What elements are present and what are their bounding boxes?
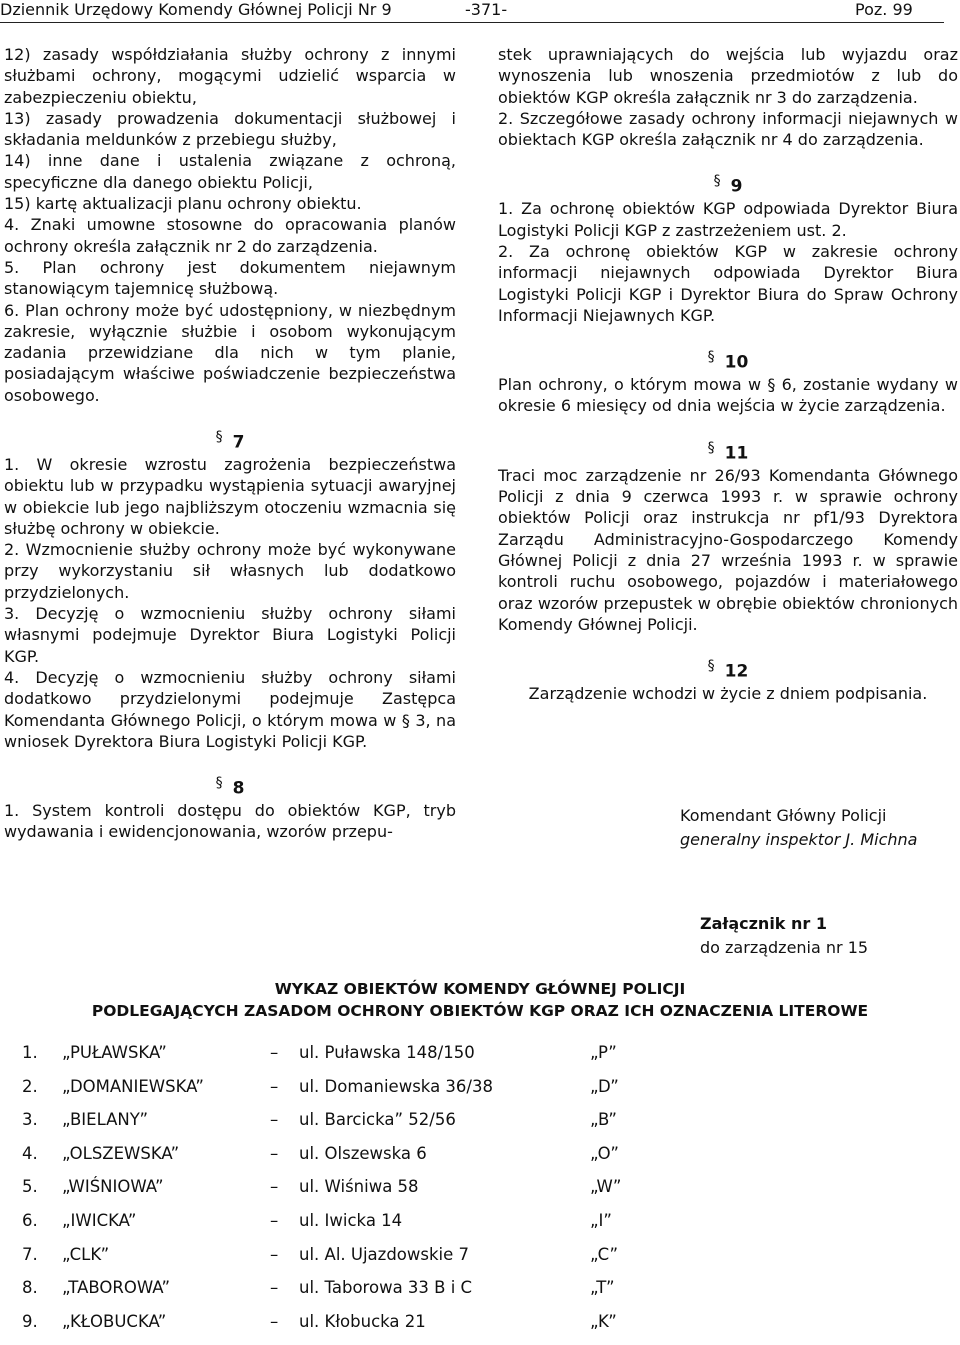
object-address: ul. Barcicka” 52/56 <box>299 1110 456 1130</box>
section-8-number: 8 <box>232 778 245 799</box>
item-13: 13) zasady prowadzenia dokumentacji służbowej i składania meldunków z przebiegu służby, <box>4 108 456 150</box>
list-title-line-1: WYKAZ OBIEKTÓW KOMENDY GŁÓWNEJ POLICJI <box>274 980 686 998</box>
object-code: „P” <box>590 1043 617 1062</box>
sec10-paragraph: Plan ochrony, o którym mowa w § 6, zostanie wydany w okresie 6 miesięcy od dnia wejścia w życie zarządzenia. <box>498 375 958 416</box>
object-address: ul. Puławska 148/150 <box>299 1043 475 1062</box>
paragraph-5: 5. Plan ochrony jest dokumentem niejawnym stanowiącym tajemnicę służbową. <box>4 257 456 299</box>
dash: – <box>270 1076 279 1096</box>
item-number: 9. <box>22 1311 38 1331</box>
dash: – <box>270 1110 279 1130</box>
section-12-heading <box>498 656 958 683</box>
object-code: „B” <box>590 1110 617 1130</box>
section-9-number: 9 <box>730 177 743 198</box>
object-code: „T” <box>590 1278 615 1298</box>
object-name: „WIŚNIOWA” <box>62 1177 164 1197</box>
object-code: „W” <box>590 1177 622 1197</box>
annex-label: Załącznik nr 1 <box>700 914 827 933</box>
sec8-paragraph-1-start: 1. System kontroli dostępu do obiektów KGP, tryb wydawania i ewidencjonowania, wzorów przepu- <box>4 801 456 842</box>
section-symbol: § <box>707 439 715 456</box>
sec7-paragraph-3: 3. Decyzję o wzmocnieniu służby ochrony siłami własnymi podejmuje Dyrektor Biura Logistyki Policji KGP. <box>4 604 456 666</box>
item-number: 5. <box>22 1177 38 1197</box>
object-address: ul. Al. Ujazdowskie 7 <box>299 1244 470 1264</box>
object-code: „C” <box>590 1244 619 1264</box>
item-number: 3. <box>22 1110 38 1130</box>
right-column <box>498 44 958 704</box>
object-name: „TABOROWA” <box>62 1278 171 1298</box>
list-item <box>22 1144 922 1178</box>
dash: – <box>270 1177 279 1197</box>
list-item <box>22 1211 922 1245</box>
paragraph-6: 6. Plan ochrony może być udostępniony, w niezbędnym zakresie, wyłącznie służbie i osobom wykonującym zadania przewidziane dla nich w tym planie, posiadającym właściwe poświadczenie bezpieczeństwa osobowego. <box>4 300 456 405</box>
object-name: „BIELANY” <box>62 1110 149 1130</box>
section-12-number: 12 <box>724 661 749 682</box>
objects-list <box>22 1043 922 1345</box>
section-9-heading <box>498 171 958 198</box>
dash: – <box>270 1244 279 1264</box>
left-column <box>4 44 456 843</box>
section-symbol: § <box>215 429 223 446</box>
list-item <box>22 1110 922 1144</box>
section-8-heading <box>4 773 456 800</box>
item-number: 8. <box>22 1278 38 1298</box>
section-symbol: § <box>707 658 715 675</box>
annex-label-block <box>700 912 868 960</box>
sec8-paragraph-1-end: stek uprawniających do wejścia lub wyjazdu oraz wynoszenia lub wnoszenia przedmiotów z lub do obiektów KGP określa załącznik nr 3 do zarządzenia. <box>498 45 958 107</box>
paragraph-4: 4. Znaki umowne stosowne do opracowania planów ochrony określa załącznik nr 2 do zarządzenia. <box>4 215 456 256</box>
signatory-name: generalny inspektor J. Michna <box>680 830 918 849</box>
sec8-paragraph-2: 2. Szczegółowe zasady ochrony informacji niejawnych w obiektach KGP określa załącznik nr 4 do zarządzenia. <box>498 108 958 150</box>
list-item <box>22 1312 922 1345</box>
list-item <box>22 1043 922 1077</box>
section-10-number: 10 <box>724 352 749 373</box>
dash: – <box>270 1278 279 1298</box>
item-number: 2. <box>22 1076 38 1096</box>
dash: – <box>270 1311 279 1331</box>
list-item <box>22 1278 922 1312</box>
sec7-paragraph-4: 4. Decyzję o wzmocnieniu służby ochrony siłami dodatkowo przydzielonymi podejmuje Zastępca Komendanta Głównego Policji, o którym mowa w § 3, na wniosek Dyrektora Biura Logistyki Policji KGP. <box>4 667 456 751</box>
item-number: 1. <box>22 1043 38 1062</box>
item-15: 15) kartę aktualizacji planu ochrony obiektu. <box>4 194 362 214</box>
object-address: ul. Iwicka 14 <box>299 1210 403 1230</box>
sec11-paragraph: Traci moc zarządzenie nr 26/93 Komendanta Głównego Policji z dnia 9 czerwca 1993 r. w sprawie ochrony obiektów Policji oraz instrukcja nr pf1/93 Dyrektora Zarządu Administracyjno-Gospodarczego Komendy Głównej Policji z dnia 27 września 1993 r. w sprawie kontroli ruchu osobowego, pojazdów i materiałowego oraz wzorów przepustek w obrębie obiektów chronionych Komendy Głównej Policji. <box>498 465 958 634</box>
object-address: ul. Wiśniwa 58 <box>299 1177 419 1197</box>
section-symbol: § <box>707 349 715 366</box>
dash: – <box>270 1143 279 1163</box>
object-address: ul. Taborowa 33 B i C <box>299 1278 473 1298</box>
section-7-heading <box>4 427 456 454</box>
object-name: „IWICKA” <box>62 1210 137 1230</box>
sec7-paragraph-2: 2. Wzmocnienie służby ochrony może być wykonywane przy wykorzystaniu sił własnych lub dodatkowo przydzielonych. <box>4 540 456 602</box>
object-name: „DOMANIEWSKA” <box>62 1076 204 1096</box>
sec9-paragraph-2: 2. Za ochronę obiektów KGP w zakresie ochrony informacji niejawnych odpowiada Dyrektor Biura Logistyki Policji KGP i Dyrektor Biura do Spraw Ochrony Informacji Niejawnych KGP. <box>498 242 958 325</box>
item-number: 6. <box>22 1210 38 1230</box>
section-11-number: 11 <box>724 443 749 464</box>
item-number: 7. <box>22 1244 38 1264</box>
page-number: -371- <box>465 0 508 19</box>
annex-reference: do zarządzenia nr 15 <box>700 938 869 957</box>
section-11-heading <box>498 438 958 465</box>
object-name: „KŁOBUCKA” <box>62 1311 167 1331</box>
list-item <box>22 1177 922 1211</box>
item-12: 12) zasady współdziałania służby ochrony z innymi służbami ochrony, mogącymi udzielić wsparcia w zabezpieczeniu obiektu, <box>4 45 456 107</box>
section-7-number: 7 <box>232 432 245 453</box>
journal-title: Dziennik Urzędowy Komendy Głównej Policji Nr 9 <box>0 0 392 19</box>
object-name: „CLK” <box>62 1244 110 1264</box>
sec9-paragraph-1: 1. Za ochronę obiektów KGP odpowiada Dyrektor Biura Logistyki Policji KGP z zastrzeżeniem ust. 2. <box>498 199 958 240</box>
dash: – <box>270 1210 279 1230</box>
object-address: ul. Domaniewska 36/38 <box>299 1076 493 1096</box>
list-item <box>22 1077 922 1111</box>
position-number: Poz. 99 <box>855 0 913 19</box>
list-title-line-2: PODLEGAJĄCYCH ZASADOM OCHRONY OBIEKTÓW KGP ORAZ ICH OZNACZENIA LITEROWE <box>91 1002 869 1020</box>
object-code: „I” <box>590 1210 612 1230</box>
object-code: „K” <box>590 1311 617 1331</box>
section-10-heading <box>498 347 958 374</box>
page-header <box>0 0 944 23</box>
sec12-paragraph: Zarządzenie wchodzi w życie z dniem podpisania. <box>528 684 928 704</box>
item-14: 14) inne dane i ustalenia związane z ochroną, specyficzne dla danego obiektu Policji, <box>4 151 456 192</box>
section-symbol: § <box>713 173 721 190</box>
signature-block <box>680 804 917 852</box>
object-code: „D” <box>590 1076 619 1096</box>
signatory-title: Komendant Główny Policji <box>680 806 887 825</box>
object-code: „O” <box>590 1143 619 1163</box>
object-name: „OLSZEWSKA” <box>62 1143 180 1163</box>
object-address: ul. Kłobucka 21 <box>299 1311 426 1331</box>
object-name: „PUŁAWSKA” <box>62 1043 167 1062</box>
sec7-paragraph-1: 1. W okresie wzrostu zagrożenia bezpieczeństwa obiektu lub w przypadku wystąpienia sytuacji awaryjnej w obiekcie lub jego najbliższym otoczeniu wzmacnia się służbę ochrony w obiekcie. <box>4 455 456 538</box>
object-address: ul. Olszewska 6 <box>299 1143 427 1163</box>
section-symbol: § <box>215 775 223 792</box>
item-number: 4. <box>22 1143 38 1163</box>
dash: – <box>270 1043 279 1062</box>
list-item <box>22 1245 922 1279</box>
